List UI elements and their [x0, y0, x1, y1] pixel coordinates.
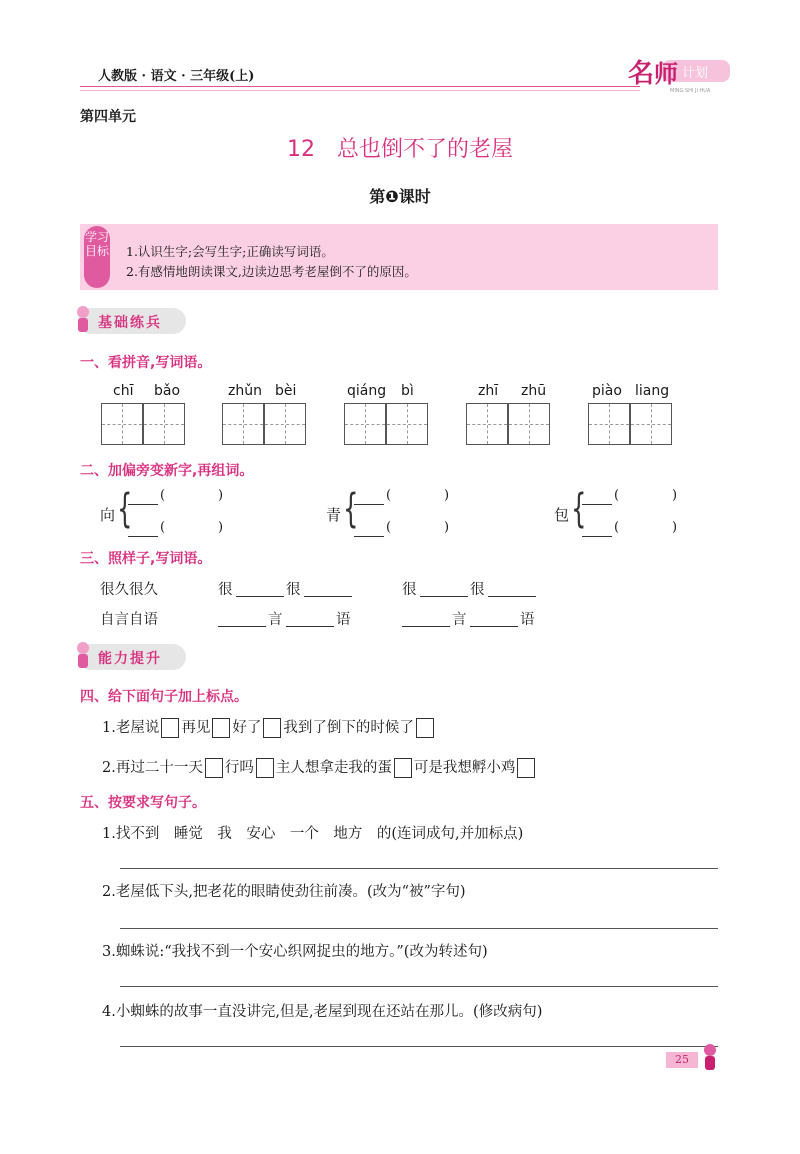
goal-item: 1.认识生字;会写生字;正确读写词语。: [126, 244, 334, 259]
pinyin: bǎo: [154, 383, 181, 399]
punct-box[interactable]: [416, 718, 434, 738]
paren: ): [444, 488, 450, 503]
pattern-char: 很: [470, 582, 485, 598]
radical-blank[interactable]: [582, 490, 612, 505]
paren: (: [614, 520, 620, 535]
lesson-name: 总也倒不了的老屋: [336, 137, 513, 162]
writing-cell[interactable]: [386, 403, 428, 445]
radical-blank[interactable]: [354, 490, 384, 505]
pinyin: zhū: [521, 383, 547, 399]
punct-box[interactable]: [212, 718, 230, 738]
paren: (: [386, 520, 392, 535]
paren: (: [386, 488, 392, 503]
word-blank[interactable]: [304, 582, 352, 597]
task-item: 4.小蜘蛛的故事一直没讲完,但是,老屋到现在还站在那儿。(修改病句): [102, 1004, 543, 1020]
pinyin: chī: [113, 383, 134, 399]
word-blank[interactable]: [420, 582, 468, 597]
pinyin: qiáng: [347, 383, 387, 399]
word-blank[interactable]: [488, 582, 536, 597]
paren: ): [672, 520, 678, 535]
lesson-period: 第❶课时: [369, 187, 431, 206]
svg-text:名: 名: [628, 59, 655, 89]
pattern-char: 很: [402, 582, 417, 598]
brand-logo: [620, 48, 740, 98]
task-item: 2.老屋低下头,把老花的眼睛使劲往前凑。(改为“被”字句): [102, 884, 466, 900]
writing-cell[interactable]: [508, 403, 550, 445]
lesson-number: 12: [286, 137, 315, 162]
pattern-char: 语: [336, 612, 351, 628]
pattern-char: 很: [218, 582, 233, 598]
word-blank[interactable]: [218, 612, 266, 627]
radical-blank[interactable]: [128, 522, 158, 537]
example-word: 自言自语: [100, 612, 158, 628]
base-char: 包: [554, 506, 570, 524]
example-word: 很久很久: [100, 582, 158, 598]
answer-line[interactable]: [120, 986, 718, 987]
girl-mascot-icon: [700, 1042, 720, 1074]
pinyin: bì: [401, 383, 414, 399]
brace: {: [571, 486, 587, 532]
writing-cell[interactable]: [222, 403, 264, 445]
section-banner-advanced: 能力提升: [78, 642, 188, 672]
writing-cell[interactable]: [143, 403, 185, 445]
writing-cell[interactable]: [344, 403, 386, 445]
base-char: 向: [100, 506, 116, 524]
answer-line[interactable]: [120, 1046, 718, 1047]
question-3-title: 三、照样子,写词语。: [80, 551, 212, 567]
paren: ): [672, 488, 678, 503]
word-blank[interactable]: [236, 582, 284, 597]
question-1-title: 一、看拼音,写词语。: [80, 355, 212, 371]
writing-cell[interactable]: [630, 403, 672, 445]
writing-cell[interactable]: [101, 403, 143, 445]
brace: {: [117, 486, 133, 532]
pinyin: zhī: [478, 383, 499, 399]
writing-cell[interactable]: [466, 403, 508, 445]
paren: (: [160, 520, 166, 535]
word-blank[interactable]: [286, 612, 334, 627]
unit-label: 第四单元: [80, 109, 136, 125]
page-number: 25: [666, 1052, 698, 1068]
paren: (: [614, 488, 620, 503]
writing-cell[interactable]: [588, 403, 630, 445]
svg-text:计划: 计划: [682, 66, 709, 81]
paren: ): [444, 520, 450, 535]
header-divider: [80, 86, 640, 87]
task-item: 1.找不到 睡觉 我 安心 一个 地方 的(连词成句,并加标点): [102, 826, 524, 842]
sentence-2: 2.再过二十一天 行吗 主人想拿走我的蛋 可是我想孵小鸡: [102, 756, 537, 778]
question-5-title: 五、按要求写句子。: [80, 795, 206, 811]
header-divider-secondary: [80, 90, 640, 91]
radical-blank[interactable]: [128, 490, 158, 505]
punct-box[interactable]: [256, 758, 274, 778]
svg-text:师: 师: [654, 59, 678, 88]
punct-box[interactable]: [205, 758, 223, 778]
pinyin: piào: [592, 383, 622, 399]
goal-item: 2.有感情地朗读课文,边读边思考老屋倒不了的原因。: [126, 264, 417, 279]
pattern-char: 语: [520, 612, 535, 628]
sentence-1: 1.老屋说 再见 好了 我到了倒下的时候了: [102, 716, 436, 738]
radical-blank[interactable]: [354, 522, 384, 537]
svg-text:MING SHI JI HUA: MING SHI JI HUA: [670, 88, 711, 94]
paren: ): [218, 520, 224, 535]
pattern-char: 言: [268, 612, 283, 628]
pinyin: zhǔn: [228, 383, 262, 399]
paren: ): [218, 488, 224, 503]
task-item: 3.蜘蛛说:“我找不到一个安心织网捉虫的地方。”(改为转述句): [102, 944, 488, 960]
punct-box[interactable]: [394, 758, 412, 778]
paren: (: [160, 488, 166, 503]
radical-blank[interactable]: [582, 522, 612, 537]
pattern-char: 言: [452, 612, 467, 628]
goals-tag: 学习目标: [84, 226, 110, 288]
pattern-char: 很: [286, 582, 301, 598]
girl-mascot-icon: [74, 640, 92, 672]
brace: {: [343, 486, 359, 532]
punct-box[interactable]: [517, 758, 535, 778]
pinyin: liang: [635, 383, 670, 399]
question-2-title: 二、加偏旁变新字,再组词。: [80, 463, 254, 479]
section-banner-basic: 基础练兵: [78, 306, 188, 336]
punct-box[interactable]: [161, 718, 179, 738]
word-blank[interactable]: [470, 612, 518, 627]
lesson-title: [0, 132, 800, 163]
word-blank[interactable]: [402, 612, 450, 627]
writing-cell[interactable]: [264, 403, 306, 445]
question-4-title: 四、给下面句子加上标点。: [80, 689, 248, 705]
girl-mascot-icon: [74, 304, 92, 336]
base-char: 青: [326, 506, 342, 524]
pinyin: bèi: [275, 383, 297, 399]
answer-line[interactable]: [120, 868, 718, 869]
punct-box[interactable]: [263, 718, 281, 738]
answer-line[interactable]: [120, 928, 718, 929]
series-label: 人教版 · 语文 · 三年级(上): [98, 69, 255, 84]
